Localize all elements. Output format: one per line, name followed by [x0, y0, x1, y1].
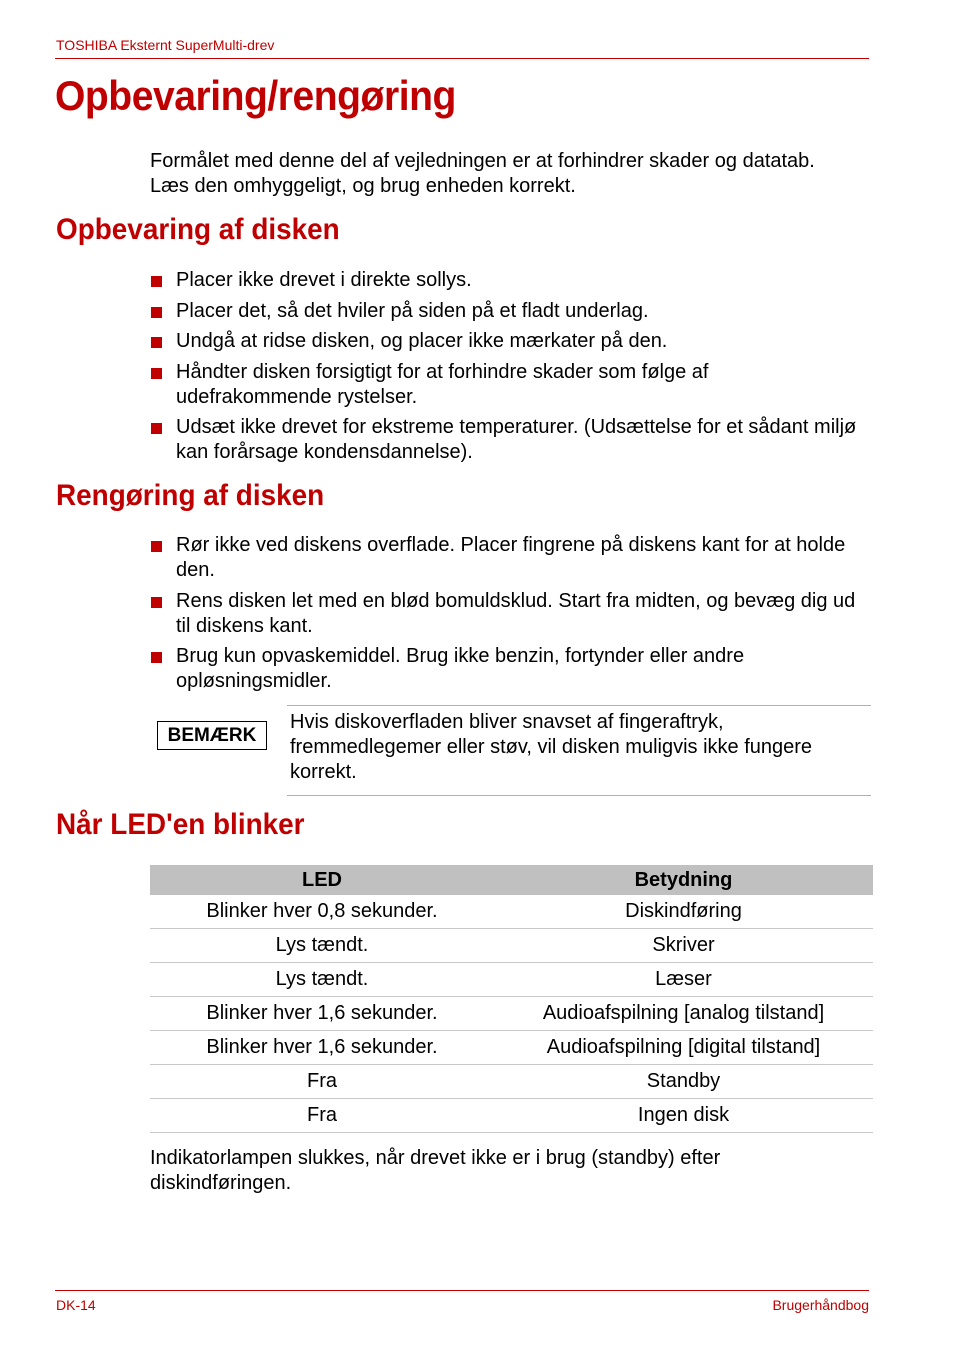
- footer-rule: [55, 1290, 869, 1291]
- led-cell: Blinker hver 0,8 sekunder.: [150, 895, 494, 929]
- meaning-cell: Ingen disk: [494, 1099, 873, 1133]
- meaning-cell: Skriver: [494, 929, 873, 963]
- list-item: Rens disken let med en blød bomuldsklud. Start fra midten, og bevæg dig ud til diskens kant.: [150, 589, 862, 639]
- list-item: Brug kun opvaskemiddel. Brug ikke benzin, fortynder eller andre opløsningsmidler.: [150, 644, 862, 694]
- list-item: Undgå at ridse disken, og placer ikke mærkater på den.: [150, 329, 862, 354]
- led-cell: Blinker hver 1,6 sekunder.: [150, 1031, 494, 1065]
- footer-book-title: Brugerhåndbog: [772, 1297, 869, 1313]
- meaning-cell: Standby: [494, 1065, 873, 1099]
- list-item: Rør ikke ved diskens overflade. Placer fingrene på diskens kant for at holde den.: [150, 533, 862, 583]
- meaning-cell: Audioafspilning [analog tilstand]: [494, 997, 873, 1031]
- intro-paragraph: Formålet med denne del af vejledningen er at forhindrer skader og datatab. Læs den omhyggeligt, og brug enheden korrekt.: [150, 150, 815, 197]
- note-top-rule: [287, 705, 871, 706]
- table-row: [150, 963, 873, 997]
- storage-list: [150, 268, 862, 471]
- led-cell: Fra: [150, 1099, 494, 1133]
- note-bottom-rule: [287, 795, 871, 796]
- bullet-square-icon: [151, 541, 162, 552]
- led-table: [150, 865, 873, 1133]
- running-header: TOSHIBA Eksternt SuperMulti-drev: [56, 37, 275, 53]
- table-header-row: [150, 865, 873, 895]
- bullet-square-icon: [151, 597, 162, 608]
- heading-storage: Opbevaring af disken: [56, 213, 340, 246]
- table-row: [150, 1065, 873, 1099]
- table-row: [150, 1099, 873, 1133]
- table-row: [150, 1031, 873, 1065]
- bullet-square-icon: [151, 423, 162, 434]
- bullet-square-icon: [151, 307, 162, 318]
- column-header-meaning: Betydning: [494, 865, 873, 895]
- led-cell: Blinker hver 1,6 sekunder.: [150, 997, 494, 1031]
- header-rule: [55, 58, 869, 59]
- heading-cleaning: Rengøring af disken: [56, 479, 325, 512]
- list-item: Placer det, så det hviler på siden på et fladt underlag.: [150, 299, 862, 324]
- bullet-square-icon: [151, 276, 162, 287]
- note-text: Hvis diskoverfladen bliver snavset af fingeraftryk, fremmedlegemer eller støv, vil disken muligvis ikke fungere korrekt.: [290, 711, 813, 783]
- cleaning-list: [150, 533, 862, 700]
- list-item: Placer ikke drevet i direkte sollys.: [150, 268, 862, 293]
- led-cell: Lys tændt.: [150, 963, 494, 997]
- heading-led: Når LED'en blinker: [56, 808, 305, 841]
- list-item: Udsæt ikke drevet for ekstreme temperaturer. (Udsættelse for et sådant miljø kan forårsage kondensdannelse).: [150, 415, 862, 465]
- page-number: DK-14: [56, 1297, 96, 1313]
- meaning-cell: Audioafspilning [digital tilstand]: [494, 1031, 873, 1065]
- table-row: [150, 997, 873, 1031]
- led-cell: Fra: [150, 1065, 494, 1099]
- note-badge: BEMÆRK: [157, 721, 267, 750]
- bullet-square-icon: [151, 652, 162, 663]
- led-after-paragraph: Indikatorlampen slukkes, når drevet ikke er i brug (standby) efter diskindføringen.: [150, 1147, 721, 1194]
- led-cell: Lys tændt.: [150, 929, 494, 963]
- list-item: Håndter disken forsigtigt for at forhindre skader som følge af udefrakommende rystelser.: [150, 360, 862, 410]
- table-row: [150, 929, 873, 963]
- table-row: [150, 895, 873, 929]
- bullet-square-icon: [151, 368, 162, 379]
- page-title: Opbevaring/rengøring: [55, 72, 456, 119]
- column-header-led: LED: [150, 865, 494, 895]
- meaning-cell: Diskindføring: [494, 895, 873, 929]
- bullet-square-icon: [151, 337, 162, 348]
- meaning-cell: Læser: [494, 963, 873, 997]
